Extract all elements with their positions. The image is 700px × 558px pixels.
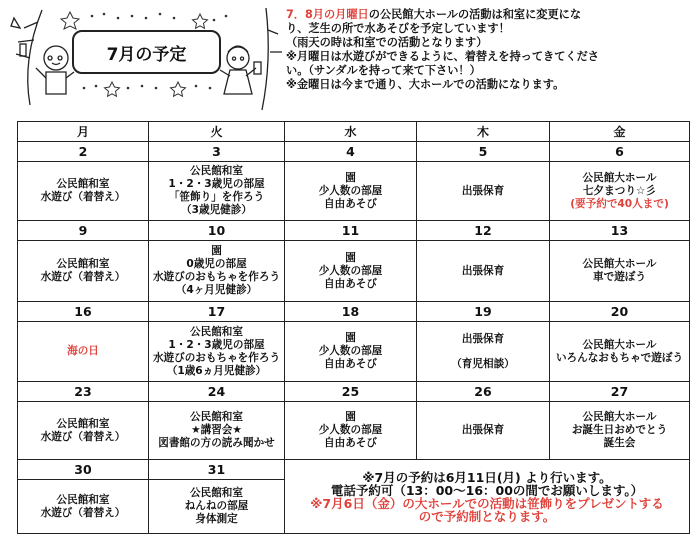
activity-row — [18, 322, 690, 382]
activity-line: 車で遊ぼう — [593, 271, 646, 283]
date-cell: 4 — [285, 142, 417, 162]
notice-line: い。（サンダルを持って来て下さい！） — [286, 64, 481, 77]
notice-line: の公民館大ホールの活動は和室に変更にな — [368, 8, 582, 21]
activity-line: 公民館大ホール — [582, 258, 657, 270]
activity-cell — [550, 402, 690, 460]
activity-line: 公民館大ホール — [582, 171, 657, 184]
weekday-header: 水 — [285, 122, 417, 142]
activity-cell — [18, 162, 149, 221]
activity-cell — [18, 402, 149, 460]
note-line: ※7月の予約は6月11日(月) より行います。 — [362, 469, 612, 485]
holiday-label: 海の日 — [67, 345, 99, 357]
date-cell: 23 — [18, 382, 149, 402]
activity-line: （4ヶ月児健診） — [175, 284, 258, 296]
weekday-header: 月 — [18, 122, 149, 142]
activity-line: 自由あそび — [324, 277, 377, 290]
date-cell: 20 — [550, 302, 690, 322]
date-cell: 10 — [149, 221, 285, 241]
date-cell: 19 — [417, 302, 550, 322]
date-cell: 3 — [149, 142, 285, 162]
activity-line: 公民館和室 — [190, 411, 243, 423]
activity-line: 身体測定 — [195, 513, 238, 525]
activity-line-red: (要予約で40人まで) — [570, 197, 669, 210]
date-cell: 9 — [18, 221, 149, 241]
activity-line: 図書館の方の読み聞かせ — [158, 437, 275, 449]
activity-line: 自由あそび — [324, 197, 377, 210]
calendar-table — [17, 121, 690, 534]
page-title: 7月の予定 — [72, 30, 221, 74]
activity-line: 園 — [211, 245, 222, 257]
notice-highlight: 7．8月の月曜日 — [286, 8, 369, 21]
activity-line: 「笹飾り」を作ろう — [168, 191, 265, 203]
reservation-note — [285, 460, 690, 534]
activity-line: 出張保育 — [461, 332, 505, 345]
activity-line: 水遊び（着替え） — [40, 191, 126, 203]
activity-line: 誕生会 — [603, 437, 636, 449]
activity-line: 公民館和室 — [56, 258, 110, 270]
date-cell: 27 — [550, 382, 690, 402]
note-line-red: ※7月6日（金）の大ホールでの活動は笹飾りをプレゼントする — [310, 495, 664, 511]
activity-cell — [149, 402, 285, 460]
activity-line: 園 — [345, 332, 356, 344]
activity-line: 少人数の部屋 — [318, 264, 383, 277]
activity-line: 少人数の部屋 — [318, 345, 383, 357]
date-cell: 17 — [149, 302, 285, 322]
date-row — [18, 460, 690, 480]
notice-text — [286, 8, 698, 92]
notice-line: ※月曜日は水遊びができるように、着替えを持ってきてくださ — [286, 50, 599, 63]
activity-line: 少人数の部屋 — [318, 424, 383, 436]
activity-cell — [550, 322, 690, 382]
note-line: 電話予約可（13：00～16：00の間でお願いします。） — [330, 482, 644, 498]
weekday-header: 火 — [149, 122, 285, 142]
date-cell: 11 — [285, 221, 417, 241]
activity-line: 公民館和室 — [190, 165, 243, 177]
activity-line: 自由あそび — [324, 437, 377, 449]
weekday-header-row — [18, 122, 690, 142]
activity-line: 少人数の部屋 — [318, 184, 383, 197]
activity-cell — [285, 402, 417, 460]
activity-line: 1・2・3歳児の部屋 — [168, 338, 265, 351]
date-row — [18, 142, 690, 162]
activity-cell — [149, 241, 285, 302]
activity-line: 園 — [345, 411, 356, 423]
activity-cell — [18, 322, 149, 382]
weekday-header: 木 — [417, 122, 550, 142]
activity-line: 1・2・3歳児の部屋 — [168, 178, 265, 190]
activity-line: ねんねの部屋 — [184, 500, 249, 512]
activity-line: 自由あそび — [324, 358, 377, 370]
activity-cell — [149, 162, 285, 221]
activity-cell — [18, 241, 149, 302]
date-cell: 6 — [550, 142, 690, 162]
activity-line: 七夕まつり☆彡 — [582, 184, 657, 197]
activity-line: 公民館大ホール — [582, 338, 657, 351]
activity-line: 園 — [345, 171, 356, 184]
date-cell: 26 — [417, 382, 550, 402]
date-cell: 12 — [417, 221, 550, 241]
notice-line: ※金曜日は今まで通り、大ホールでの活動になります。 — [286, 78, 565, 91]
activity-row — [18, 402, 690, 460]
date-cell: 5 — [417, 142, 550, 162]
activity-line: いろんなおもちゃで遊ぼう — [555, 351, 684, 364]
activity-line: 公民館和室 — [56, 417, 110, 430]
activity-line: ★講習会★ — [191, 424, 242, 436]
activity-line: 公民館和室 — [56, 493, 110, 506]
activity-line: 公民館大ホール — [582, 411, 657, 423]
notice-line: り、芝生の所で水あそびを予定しています！ — [286, 22, 510, 35]
date-cell: 30 — [18, 460, 149, 480]
activity-row — [18, 162, 690, 221]
notice-line: （雨天の時は和室での活動となります） — [286, 36, 488, 49]
activity-line: 公民館和室 — [190, 487, 243, 499]
activity-line: 出張保育 — [461, 424, 505, 436]
activity-line: （3歳児健診） — [181, 204, 252, 216]
date-cell: 24 — [149, 382, 285, 402]
activity-line: 水遊び（着替え） — [40, 271, 126, 283]
activity-line: お誕生日おめでとう — [571, 424, 668, 436]
activity-cell — [417, 322, 550, 382]
activity-row — [18, 241, 690, 302]
activity-line: 水遊び（着替え） — [40, 506, 126, 519]
activity-cell — [550, 162, 690, 221]
activity-cell — [285, 162, 417, 221]
date-cell: 18 — [285, 302, 417, 322]
activity-cell — [18, 480, 149, 534]
activity-line: 水遊び（着替え） — [40, 430, 126, 443]
activity-cell — [417, 162, 550, 221]
date-cell: 16 — [18, 302, 149, 322]
note-line-red: ので予約制となります。 — [418, 508, 556, 524]
date-cell: 25 — [285, 382, 417, 402]
activity-line: 公民館和室 — [190, 325, 243, 338]
activity-cell — [149, 480, 285, 534]
activity-cell — [285, 241, 417, 302]
activity-line: （育児相談） — [451, 357, 515, 370]
activity-line: 出張保育 — [461, 184, 505, 197]
activity-cell — [417, 402, 550, 460]
weekday-header: 金 — [550, 122, 690, 142]
date-cell: 13 — [550, 221, 690, 241]
activity-line: 出張保育 — [461, 264, 505, 277]
date-row — [18, 382, 690, 402]
activity-line: （1歳6ヵ月児健診） — [166, 364, 267, 377]
activity-line: 園 — [345, 251, 356, 264]
activity-cell — [285, 322, 417, 382]
activity-cell — [149, 322, 285, 382]
date-cell: 31 — [149, 460, 285, 480]
activity-cell — [417, 241, 550, 302]
date-row — [18, 302, 690, 322]
date-row — [18, 221, 690, 241]
activity-cell — [550, 241, 690, 302]
activity-line: 0歳児の部屋 — [186, 258, 247, 270]
activity-line: 水遊びのおもちゃを作ろう — [152, 271, 281, 283]
date-cell: 2 — [18, 142, 149, 162]
activity-line: 水遊びのおもちゃを作ろう — [152, 351, 281, 364]
activity-line: 公民館和室 — [56, 178, 110, 190]
